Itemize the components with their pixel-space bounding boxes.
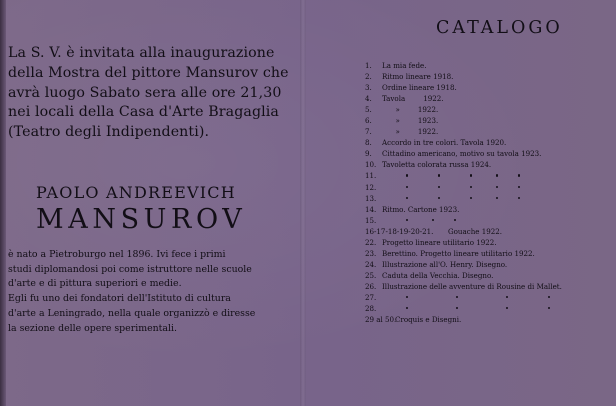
catalog-item-title: » 1922. xyxy=(382,127,439,137)
catalog-item-number: 25. xyxy=(365,270,377,280)
catalog-item-number: 28. xyxy=(365,304,377,314)
catalog-item-title: Caduta della Vecchia. Disegno. xyxy=(382,270,494,280)
catalog-item-number: 23. xyxy=(365,248,377,258)
catalog-item xyxy=(365,104,610,115)
catalog-item-number: 13. xyxy=(365,193,377,203)
invitation-line: La S. V. è invitata alla inaugurazione xyxy=(8,45,275,61)
catalog-item-title: » 1922. xyxy=(382,105,439,115)
bio-line: la sezione delle opere sperimentali. xyxy=(8,322,178,334)
catalog-item-title: La mia fede. xyxy=(382,61,427,70)
catalog-item xyxy=(365,93,610,104)
catalog-item xyxy=(365,60,610,71)
catalog-item xyxy=(365,170,610,181)
catalog-item-title: Illustrazione delle avventure di Rousine di Mallet. xyxy=(382,281,562,291)
catalog-item xyxy=(365,281,610,292)
ditto-marks xyxy=(398,292,558,303)
catalog-item xyxy=(365,226,610,237)
catalog-item xyxy=(365,159,610,170)
catalog-item xyxy=(365,193,610,204)
ditto-marks xyxy=(398,193,558,204)
catalog-item-number: 14. xyxy=(365,204,377,214)
catalog-item-title: Ritmo lineare 1918. xyxy=(382,72,454,82)
catalog-item-title: Gouache 1922. xyxy=(448,226,503,236)
bio-line: è nato a Pietroburgo nel 1896. Ivi fece i primi xyxy=(8,249,226,260)
bio-line: d'arte a Leningrado, nella quale organizzò e diresse xyxy=(8,307,256,319)
catalog-item-number: 5. xyxy=(365,105,372,115)
catalog-item-number: 29 al 50. xyxy=(365,315,397,325)
catalog-item-number: 27. xyxy=(365,292,377,302)
catalog-item xyxy=(365,148,610,159)
catalog-item-number: 22. xyxy=(365,237,377,247)
catalog-item-number: 24. xyxy=(365,259,377,269)
invitation-line: (Teatro degli Indipendenti). xyxy=(8,124,210,141)
catalog-item-title: » 1923. xyxy=(382,116,439,126)
catalog-item xyxy=(365,292,610,303)
catalog-item-title: Cittadino americano, motivo su tavola 1923. xyxy=(382,149,542,159)
catalog-item-number: 6. xyxy=(365,116,372,126)
bio-line: d'arte e di pittura superiori e medie. xyxy=(8,278,182,290)
bio-line: studi diplomandosi poi come istruttore nelle scuole xyxy=(8,263,252,275)
ditto-marks xyxy=(398,303,558,314)
artist-biography xyxy=(8,248,298,336)
catalog-item-number: 26. xyxy=(365,281,377,291)
invitation-line: nei locali della Casa d'Arte Bragaglia xyxy=(8,104,279,121)
catalog-item-title: Accordo in tre colori. Tavola 1920. xyxy=(382,138,507,148)
catalog-item xyxy=(365,314,610,325)
catalog-item xyxy=(365,303,610,314)
catalog-item xyxy=(365,204,610,215)
catalog-item-number: 11. xyxy=(365,171,377,181)
catalog-item-number: 7. xyxy=(365,127,372,137)
catalog-item xyxy=(365,237,610,248)
catalog-item-number: 16-17-18-19-20-21. xyxy=(365,226,434,236)
catalog-item-number: 12. xyxy=(365,182,377,192)
catalog-list xyxy=(365,60,610,325)
catalog-item-title: Illustrazione all'O. Henry. Disegno. xyxy=(382,259,508,269)
catalog-item-title: Progetto lineare utilitario 1922. xyxy=(382,237,497,247)
bio-line: Egli fu uno dei fondatori dell'Istituto di cultura xyxy=(8,293,231,305)
catalog-item xyxy=(365,259,610,270)
catalog-item xyxy=(365,182,610,193)
catalog-item-number: 1. xyxy=(365,61,372,70)
artist-first-name: PAOLO ANDREEVICH xyxy=(36,183,236,202)
invitation-line: avrà luogo Sabato sera alle ore 21,30 xyxy=(8,84,282,101)
catalog-item xyxy=(365,270,610,281)
catalog-item-number: 8. xyxy=(365,138,372,148)
catalog-item-number: 3. xyxy=(365,83,372,93)
artist-surname: MANSUROV xyxy=(36,204,247,235)
catalog-item-number: 4. xyxy=(365,94,372,104)
page-edge-shadow xyxy=(0,0,6,406)
catalog-item-number: 15. xyxy=(365,215,377,225)
catalog-item xyxy=(365,115,610,126)
catalog-item-number: 9. xyxy=(365,149,372,159)
ditto-marks xyxy=(398,182,558,193)
catalog-item xyxy=(365,71,610,82)
catalog-item xyxy=(365,82,610,93)
catalog-title: CATALOGO xyxy=(436,18,563,38)
catalog-item xyxy=(365,126,610,137)
catalog-item xyxy=(365,137,610,148)
page-fold xyxy=(300,0,306,406)
catalog-item xyxy=(365,215,610,226)
catalog-item-title: Tavola 1922. xyxy=(382,94,444,104)
catalog-item xyxy=(365,248,610,259)
catalog-item-title: Croquis e Disegni. xyxy=(395,315,462,325)
catalog-item-title: Ordine lineare 1918. xyxy=(382,83,457,93)
invitation-line: della Mostra del pittore Mansurov che xyxy=(8,64,289,81)
invitation-text xyxy=(8,44,298,143)
ditto-marks xyxy=(398,170,558,181)
catalog-item-title: Berettino. Progetto lineare utilitario 1922. xyxy=(382,248,535,258)
catalog-item-number: 2. xyxy=(365,72,372,82)
ditto-marks xyxy=(398,215,558,226)
catalog-item-title: Tavoletta colorata russa 1924. xyxy=(382,160,492,170)
catalog-item-title: Ritmo. Cartone 1923. xyxy=(382,204,460,214)
catalog-item-number: 10. xyxy=(365,160,377,170)
